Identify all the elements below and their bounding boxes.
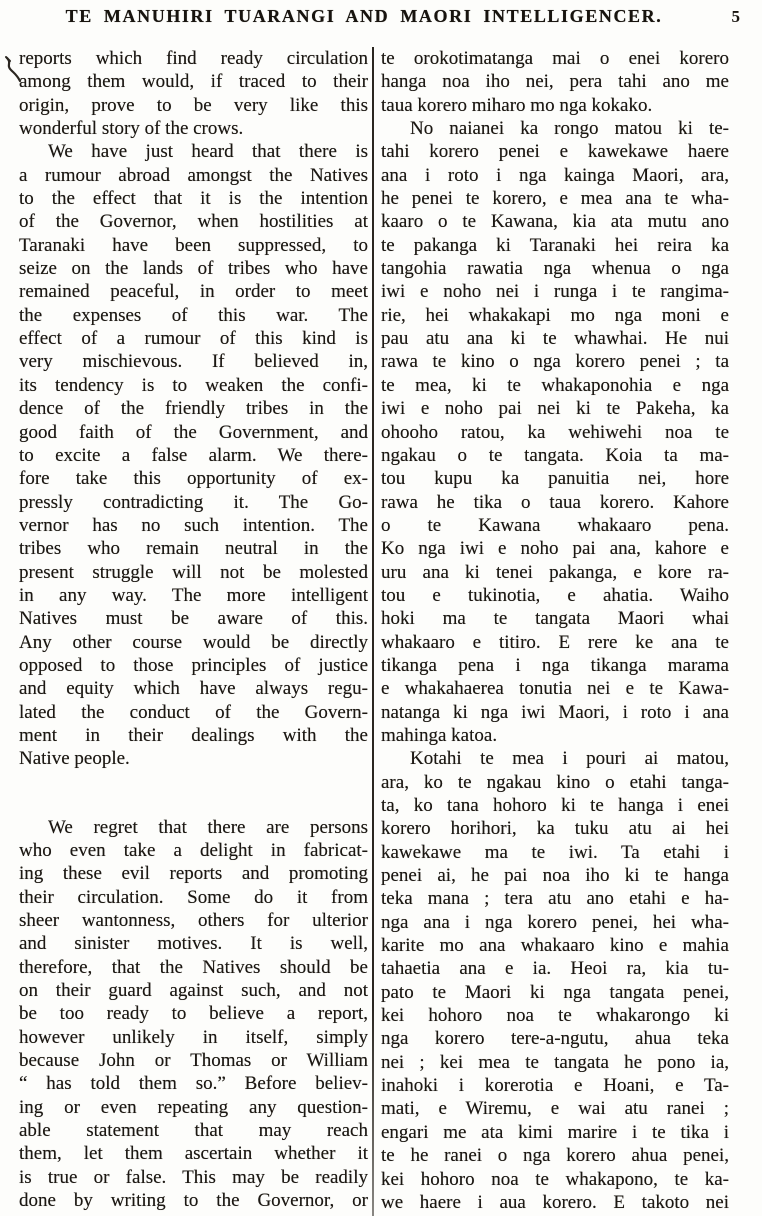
text-line: iwi e noho nei i runga i te rangima- bbox=[381, 281, 729, 303]
text-line: among them would, if traced to their bbox=[19, 71, 368, 93]
text-line: the expenses of this war. The bbox=[19, 304, 368, 326]
paragraph bbox=[381, 747, 729, 1214]
text-line: who even take a delight in fabricat- bbox=[19, 840, 368, 861]
text-line: because John or Thomas or William bbox=[19, 1050, 368, 1072]
text-line: tangohia rawatia nga whenua o nga bbox=[381, 258, 729, 280]
masthead-title: TE MANUHIRI TUARANGI AND MAORI INTELLIGENCER. bbox=[65, 6, 663, 26]
text-line: tribes who remain neutral in the bbox=[19, 538, 368, 560]
text-line: hanga noa iho nei, pera tahi ano me bbox=[381, 71, 729, 93]
text-line: dence of the friendly tribes in the bbox=[19, 398, 368, 420]
text-line: ana i roto i nga kainga Maori, ara, bbox=[381, 164, 729, 186]
text-line: ngakau o te tangata. Koia ta ma- bbox=[381, 444, 729, 466]
text-line: tahi korero penei e kawekawe haere bbox=[381, 141, 729, 163]
paragraph bbox=[381, 47, 729, 117]
text-line: Ko nga iwi e noho pai ana, kahore e bbox=[381, 538, 729, 560]
text-line: kei hohoro noa te whakarongo ki bbox=[381, 1005, 729, 1027]
text-line: present struggle will not be molested bbox=[19, 561, 368, 583]
text-line: engari me ata kimi marire i te tika i bbox=[381, 1121, 729, 1143]
text-line: ara, ko te ngakau kino o etahi tanga- bbox=[381, 771, 729, 793]
text-line: we haere i aua korero. E takoto nei bbox=[381, 1191, 729, 1213]
text-line: in any way. The more intelligent bbox=[19, 584, 368, 606]
text-line: he penei te korero, e mea ana te wha- bbox=[381, 188, 729, 210]
text-line: inahoki i korerotia e Hoani, e Ta- bbox=[381, 1075, 729, 1097]
text-line: remained peaceful, in order to meet bbox=[19, 281, 368, 303]
two-column-body bbox=[19, 47, 729, 1216]
column-right-maori bbox=[381, 47, 729, 1216]
column-left-english bbox=[19, 47, 368, 1216]
text-line: sheer wantonness, others for ulterior bbox=[19, 910, 368, 932]
column-divider-rule bbox=[372, 47, 374, 1216]
text-line: iwi e noho pai nei ki te Pakeha, ka bbox=[381, 398, 729, 420]
text-line: ing or even repeating any question- bbox=[19, 1096, 368, 1118]
text-line: kawekawe ma te iwi. Ta etahi i bbox=[381, 841, 729, 863]
text-line: ing these evil reports and promoting bbox=[19, 863, 368, 885]
text-line: “ has told them so.” Before believ- bbox=[19, 1073, 368, 1095]
text-line: rie, hei whakakapi mo nga moni e bbox=[381, 304, 729, 326]
text-line: korero horihori, ka tuku atu ai hei bbox=[381, 818, 729, 840]
paragraph bbox=[19, 47, 368, 140]
text-line: teka mana ; tera atu ano etahi e ha- bbox=[381, 888, 729, 910]
text-line: wonderful story of the crows. bbox=[19, 118, 244, 140]
text-line: pato te Maori ki nga tangata penei, bbox=[381, 981, 729, 1003]
text-line: hoki ma te tangata Maori whai bbox=[381, 608, 729, 630]
text-line: Taranaki have been suppressed, to bbox=[19, 234, 368, 256]
text-line: No naianei ka rongo matou ki te- bbox=[410, 118, 729, 140]
text-line: opposed to those principles of justice bbox=[19, 654, 368, 676]
text-line: to the effect that it is the intention bbox=[19, 188, 368, 210]
text-line: effect of a rumour of this kind is bbox=[19, 328, 368, 350]
text-line: Kotahi te mea i pouri ai matou, bbox=[410, 748, 729, 770]
text-line: rawa he tika o taua korero. Kahore bbox=[381, 491, 729, 513]
text-line: able statement that may reach bbox=[19, 1120, 368, 1142]
text-line: uru ana ki tenei pakanga, e kore ra- bbox=[381, 561, 729, 583]
text-line: nga korero tere-a-ngutu, ahua teka bbox=[381, 1028, 729, 1050]
text-line: vernor has no such intention. The bbox=[19, 514, 368, 536]
text-line: and sinister motives. It is well, bbox=[19, 933, 368, 955]
text-line: good faith of the Government, and bbox=[19, 421, 368, 443]
text-line: origin, prove to be very like this bbox=[19, 94, 368, 116]
text-line: to excite a false alarm. We there- bbox=[19, 444, 368, 466]
text-line: ta, ko tana hohoro ki te hanga i enei bbox=[381, 795, 729, 816]
text-line: nei ; kei mea te tangata he pono ia, bbox=[381, 1051, 729, 1073]
text-line: and equity which have always regu- bbox=[19, 678, 368, 700]
paragraph bbox=[19, 140, 368, 770]
text-line: natanga ki nga iwi Maori, i roto i ana bbox=[381, 701, 729, 723]
text-line: is true or false. This may be readily bbox=[19, 1166, 368, 1188]
text-line: te mea, ki te whakaponohia e nga bbox=[381, 374, 729, 396]
text-line: pressly contradicting it. The Go- bbox=[19, 491, 368, 513]
paragraph bbox=[381, 117, 729, 747]
text-line: reports which find ready circulation bbox=[19, 48, 368, 69]
text-line: te he ranei o nga korero ahua penei, bbox=[381, 1145, 729, 1167]
text-line: fore take this opportunity of ex- bbox=[19, 468, 368, 490]
text-line: tou e tukinotia, e ahatia. Waiho bbox=[381, 584, 729, 606]
text-line: therefore, that the Natives should be bbox=[19, 956, 368, 978]
text-line: tikanga pena i nga tikanga marama bbox=[381, 654, 729, 676]
text-line: mahinga katoa. bbox=[381, 724, 498, 746]
text-line: taua korero miharo mo nga kokako. bbox=[381, 94, 653, 116]
text-line: kei hohoro noa te whakapono, te ka- bbox=[381, 1168, 729, 1190]
text-line: penei ai, he pai noa iho ki te hanga bbox=[381, 865, 729, 887]
text-line: ohooho ratou, ka wehiwehi noa te bbox=[381, 421, 729, 443]
text-line: their circulation. Some do it from bbox=[19, 886, 368, 908]
text-line: done by writing to the Governor, or bbox=[19, 1190, 368, 1212]
text-line: on their guard against such, and not bbox=[19, 980, 368, 1002]
text-line: We have just heard that there is bbox=[48, 141, 368, 163]
text-line: tahaetia ana e ia. Heoi ra, kia tu- bbox=[381, 958, 729, 980]
text-line: Any other course would be directly bbox=[19, 631, 368, 653]
text-line: of the Governor, when hostilities at bbox=[19, 211, 368, 233]
text-line: e whakahaerea tonutia nei e te Kawa- bbox=[381, 678, 729, 700]
text-line: lated the conduct of the Govern- bbox=[19, 701, 368, 723]
text-line: seize on the lands of tribes who have bbox=[19, 258, 368, 280]
text-line: tou kupu ka panuitia nei, hore bbox=[381, 468, 729, 490]
text-line: a rumour abroad amongst the Natives bbox=[19, 164, 368, 186]
text-line: very mischievous. If believed in, bbox=[19, 351, 368, 373]
text-line: however unlikely in itself, simply bbox=[19, 1026, 368, 1048]
text-line: pau atu ana ki te whawhai. He nui bbox=[381, 328, 729, 350]
text-line: Natives must be aware of this. bbox=[19, 608, 368, 630]
text-line: nga ana i nga korero penei, hei wha- bbox=[381, 911, 729, 933]
text-line: kaaro o te Kawana, kia ata mutu ano bbox=[381, 211, 729, 233]
text-line: ment in their dealings with the bbox=[19, 724, 368, 746]
text-line: mati, e Wiremu, e wai atu ranei ; bbox=[381, 1098, 729, 1120]
text-line: them, let them ascertain whether it bbox=[19, 1143, 368, 1165]
text-line: be too ready to believe a report, bbox=[19, 1003, 368, 1025]
text-line: o te Kawana whakaaro pena. bbox=[381, 514, 729, 536]
text-line: whakaaro e titiro. E rere ke ana te bbox=[381, 631, 729, 653]
text-line: its tendency is to weaken the confi- bbox=[19, 374, 368, 396]
text-line: te pakanga ki Taranaki hei reira ka bbox=[381, 234, 729, 256]
text-line: karite mo ana whakaaro kino e mahia bbox=[381, 935, 729, 957]
page-number: 5 bbox=[731, 7, 740, 26]
paragraph bbox=[19, 816, 368, 1213]
text-line: Native people. bbox=[19, 748, 130, 770]
text-line: We regret that there are persons bbox=[48, 816, 368, 838]
text-line: rawa te kino o nga korero penei ; ta bbox=[381, 351, 729, 373]
text-line: te orokotimatanga mai o enei korero bbox=[381, 48, 729, 69]
